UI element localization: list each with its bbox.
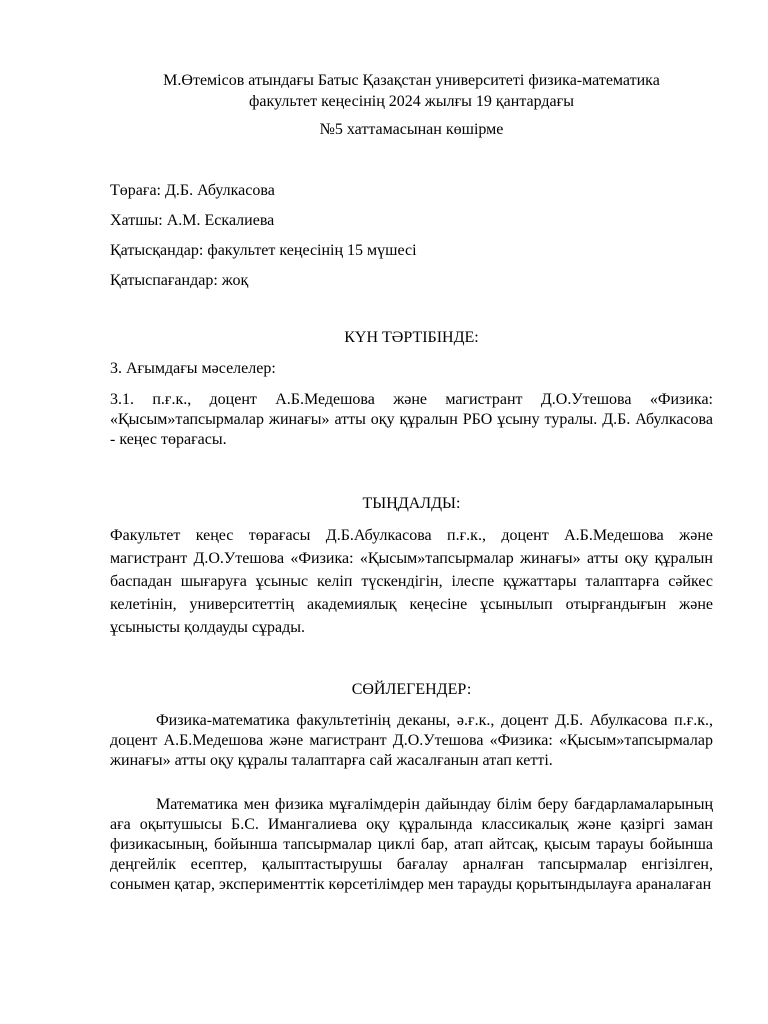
chair-value: Д.Б. Абулкасова [164, 182, 275, 199]
spoke-paragraph-1: Физика-математика факультетінің деканы, ә.ғ.к., доцент Д.Б. Абулкасова п.ғ.к., доцент А.Б.Медешова және магистрант Д.О.Утешова «Физика: «Қысым»тапсырмалар жинағы» атты оқу құралы талаптарға сай жасалғанын атап кетті. [110, 712, 713, 769]
secretary-value: А.М. Ескалиева [166, 212, 275, 229]
present-label: Қатысқандар: [110, 242, 204, 259]
absent-value: жоқ [221, 272, 249, 289]
agenda-heading: КҮН ТӘРТІБІНДЕ: [344, 329, 479, 346]
header-line-2: факультет кеңесінің 2024 жылғы 19 қантардағы [249, 93, 574, 110]
agenda-item-3-1: 3.1. п.ғ.к., доцент А.Б.Медешова және магистрант Д.О.Утешова «Физика: «Қысым»тапсырмалар жинағы» атты оқу құралын РБО ұсыну туралы. Д.Б. Абулкасова - кеңес төрағасы. [110, 391, 713, 448]
heard-text: Факультет кеңес төрағасы Д.Б.Абулкасова п.ғ.к., доцент А.Б.Медешова және магистрант Д.О.Утешова «Физика: «Қысым»тапсырмалар жинағы» атты оқу құралын баспадан шығаруға ұсыныс келіп түскендігін, ілеспе құжаттары талаптарға сәйкес келетінін, университеттің академиялық кеңесіне ұсынылып отырғандығын және ұсынысты қолдауды сұрады. [110, 527, 713, 636]
secretary-label: Хатшы: [110, 212, 163, 229]
present-value: факультет кеңесінің 15 мүшесі [207, 242, 417, 259]
present-field [110, 241, 713, 261]
secretary-field [110, 211, 713, 231]
document-header [110, 70, 713, 112]
absent-label: Қатыспағандар: [110, 272, 218, 289]
current-issues-label: 3. Ағымдағы мәселелер: [110, 360, 276, 377]
absent-field [110, 271, 713, 291]
header-line-1: М.Өтемісов атындағы Батыс Қазақстан университеті физика-математика [163, 72, 660, 89]
spoke-heading: СӨЙЛЕГЕНДЕР: [351, 681, 472, 698]
chair-label: Төраға: [110, 182, 161, 199]
spoke-paragraph-2: Математика мен физика мұғалімдерін дайындау білім беру бағдарламаларының аға оқытушысы Б.С. Имангалиева оқу құралында классикалық және қазіргі заман физикасының, бойынша тапсырмалар циклі бар, атап айтсақ, қысым тарауы бойынша деңгейлік есептер, қалыптастырушы бағалау арналған тапсырмалар енгізілген, сонымен қатар, эксперименттік көрсетілімдер мен тарауды қорытындылауға араналаған [110, 796, 713, 893]
protocol-title: №5 хаттамасынан көшірме [319, 121, 504, 138]
chair-field [110, 181, 713, 201]
heard-heading: ТЫҢДАЛДЫ: [362, 495, 461, 512]
